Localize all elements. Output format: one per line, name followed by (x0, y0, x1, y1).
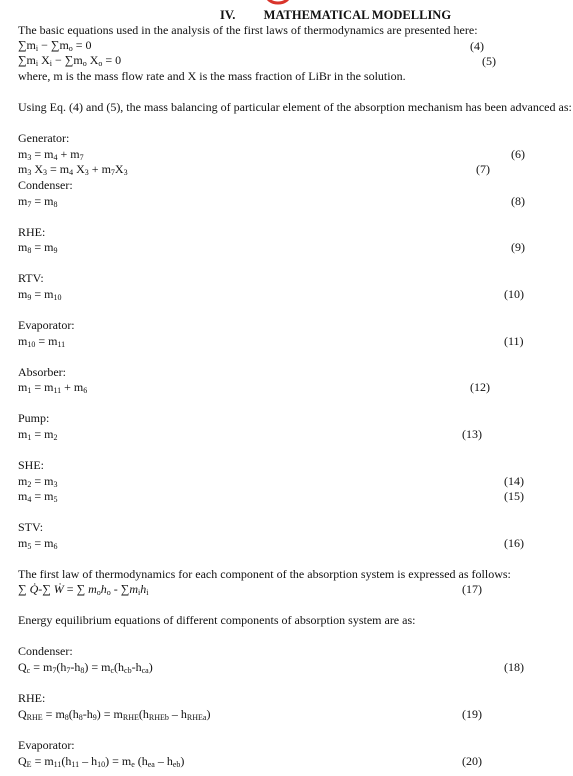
equation-number-12: (12) (470, 380, 490, 394)
equation-number-9: (9) (511, 240, 525, 254)
equation-4: $\sum m_i - \sum m_o = 0$ (18, 38, 92, 53)
equation-12: $m_1 = m_{11} + m_6$ (18, 380, 88, 395)
label-evaporator: Evaporator: (18, 318, 75, 332)
label-generator: Generator: (18, 131, 70, 145)
equation-number-17: (17) (462, 582, 482, 596)
section-heading (220, 8, 451, 22)
label-absorber: Absorber: (18, 365, 66, 379)
equation-number-5: (5) (482, 54, 496, 68)
first-law-text: The first law of thermodynamics for each component of the absorption system is expressed as follows: (18, 567, 511, 581)
equation-10: $m_9 = m_{10}$ (18, 287, 62, 302)
using-text: Using Eq. (4) and (5), the mass balancing of particular element of the absorption mechanism has been advanced as: (18, 100, 572, 114)
label-she: SHE: (18, 458, 45, 472)
equation-11: $m_{10} = m_{11}$ (18, 334, 66, 349)
label-rtv: RTV: (18, 271, 44, 285)
label-pump: Pump: (18, 411, 50, 425)
label-rhe-energy: RHE: (18, 691, 46, 705)
equation-8: $m_7 = m_8$ (18, 194, 58, 209)
equation-17: ∑ Q̇-∑ Ẇ = ∑ $m_oh_o - \sum m_ih_i$ (18, 582, 149, 597)
equation-15: $m_4 = m_5$ (18, 489, 58, 504)
equation-number-6: (6) (511, 147, 525, 161)
equation-number-15: (15) (504, 489, 524, 503)
journal-logo-icon (263, 0, 293, 6)
section-title: MATHEMATICAL MODELLING (263, 8, 452, 22)
equation-5: $\sum m_i$ $X_i - \sum m_o$ $X_o = 0$ (18, 53, 122, 68)
equation-number-19: (19) (462, 707, 482, 721)
equation-number-13: (13) (462, 427, 482, 441)
energy-text: Energy equilibrium equations of different components of absorption system are as: (18, 613, 416, 627)
equation-number-8: (8) (511, 194, 525, 208)
label-rhe: RHE: (18, 225, 46, 239)
label-evaporator-energy: Evaporator: (18, 738, 75, 752)
equation-number-10: (10) (504, 287, 524, 301)
label-condenser-energy: Condenser: (18, 644, 73, 658)
section-number: IV. (220, 8, 236, 22)
equation-number-18: (18) (504, 660, 524, 674)
equation-number-20: (20) (462, 754, 482, 768)
label-stv: STV: (18, 520, 44, 534)
equation-number-4: (4) (470, 39, 484, 53)
where-text: where, m is the mass flow rate and X is the mass fraction of LiBr in the solution. (18, 69, 406, 83)
equation-20: $Q_E = m_{11}(h_{11} - h_{10}) = m_e$ $(h_{ea} - h_{eb})$ (18, 754, 185, 769)
equation-19: $Q_{RHE} = m_8(h_8-h_9) = m_{RHE}(h_{RHEb} - h_{RHEa})$ (18, 707, 211, 722)
equation-16: $m_5 = m_6$ (18, 536, 58, 551)
equation-14: $m_2 = m_3$ (18, 474, 58, 489)
equation-9: $m_8 = m_9$ (18, 240, 58, 255)
equation-number-11: (11) (504, 334, 524, 348)
equation-number-7: (7) (476, 162, 490, 176)
equation-7: $m_3$ $X_3 = m_4$ $X_3 + m_7X_3$ (18, 162, 128, 177)
label-condenser: Condenser: (18, 178, 73, 192)
equation-18: $Q_c = m_7(h_7-h_8) = m_c(h_{cb}-h_{ca})$ (18, 660, 153, 675)
intro-text: The basic equations used in the analysis of the first laws of thermodynamics are presented here: (18, 23, 478, 37)
equation-6: $m_3 = m_4 + m_7$ (18, 147, 84, 162)
equation-number-16: (16) (504, 536, 524, 550)
equation-13: $m_1 = m_2$ (18, 427, 58, 442)
equation-number-14: (14) (504, 474, 524, 488)
